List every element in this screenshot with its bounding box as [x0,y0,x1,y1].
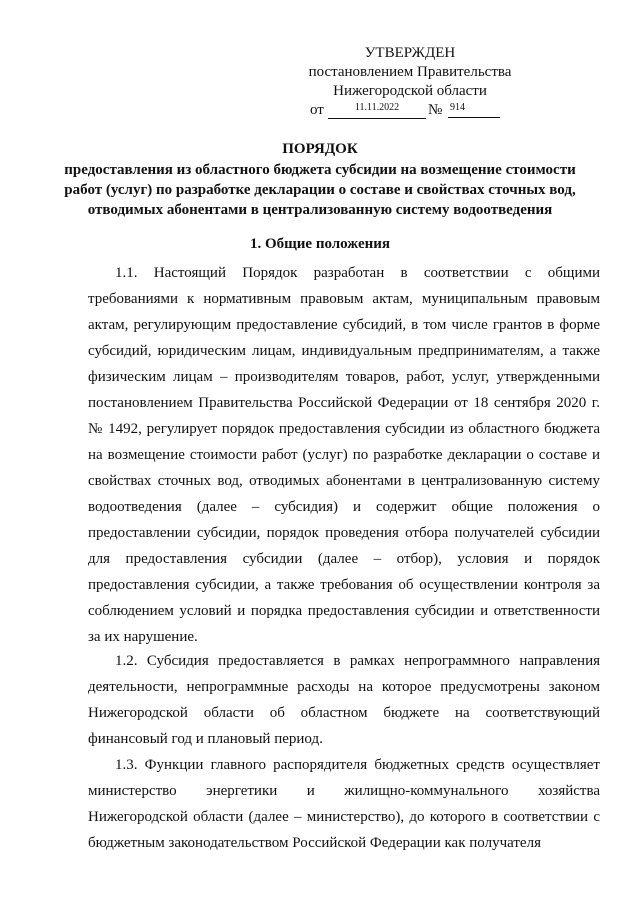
document-subtitle: предоставления из областного бюджета субсидии на возмещение стоимости работ (услуг) по разработке декларации о составе и свойствах сточных вод, отводимых абонентами в централизованную систему водоотведения [64,162,576,218]
approval-decree-line: постановлением Правительства [308,64,512,80]
paragraph-1-2: 1.2. Субсидия предоставляется в рамках непрограммного направления деятельности, непрограммные расходы на которое предусмотрены законом Нижегородской области об областном бюджете на соответствующий финансовый год и плановый период. [88,653,600,747]
approval-date: 11.11.2022 [328,101,426,119]
document-title: ПОРЯДОК [282,141,358,157]
approval-region-line: Нижегородской области [333,83,487,99]
section-heading: 1. Общие положения [249,236,391,252]
approval-number: 914 [448,101,500,118]
approval-date-row [290,101,530,120]
approval-heading: УТВЕРЖДЕН [364,45,456,61]
paragraph-1-1: 1.1. Настоящий Порядок разработан в соответствии с общими требованиями к нормативным правовым актам, муниципальным правовым актам, регулирующим предоставление субсидий, в том числе грантов в форме субсидий, юридическим лицам, индивидуальным предпринимателям, а также физическим лицам – производителям товаров, работ, услуг, утвержденными постановлением Правительства Российской Федерации от 18 сентября 2020 г. № 1492, регулирует порядок предоставления субсидии из областного бюджета на возмещение стоимости работ (услуг) по разработке декларации о составе и свойствах сточных вод, отводимых абонентами в централизованную систему водоотведения (далее – субсидия) и содержит общие положения о предоставлении субсидии, порядок проведения отбора получателей субсидии для предоставления субсидии (далее – отбор), условия и порядок предоставления субсидии, а также требования об осуществлении контроля за соблюдением условий и порядка предоставления субсидии и ответственности за их нарушение. [88,265,600,645]
approval-stamp [290,44,530,120]
paragraph-1-3: 1.3. Функции главного распорядителя бюджетных средств осуществляет министерство энергетики и жилищно-коммунального хозяйства Нижегородской области (далее – министерство), до которого в соответствии с бюджетным законодательством Российской Федерации как получателя [88,757,600,851]
date-prefix-label: от [310,102,324,118]
number-sign-label: № [428,102,443,118]
